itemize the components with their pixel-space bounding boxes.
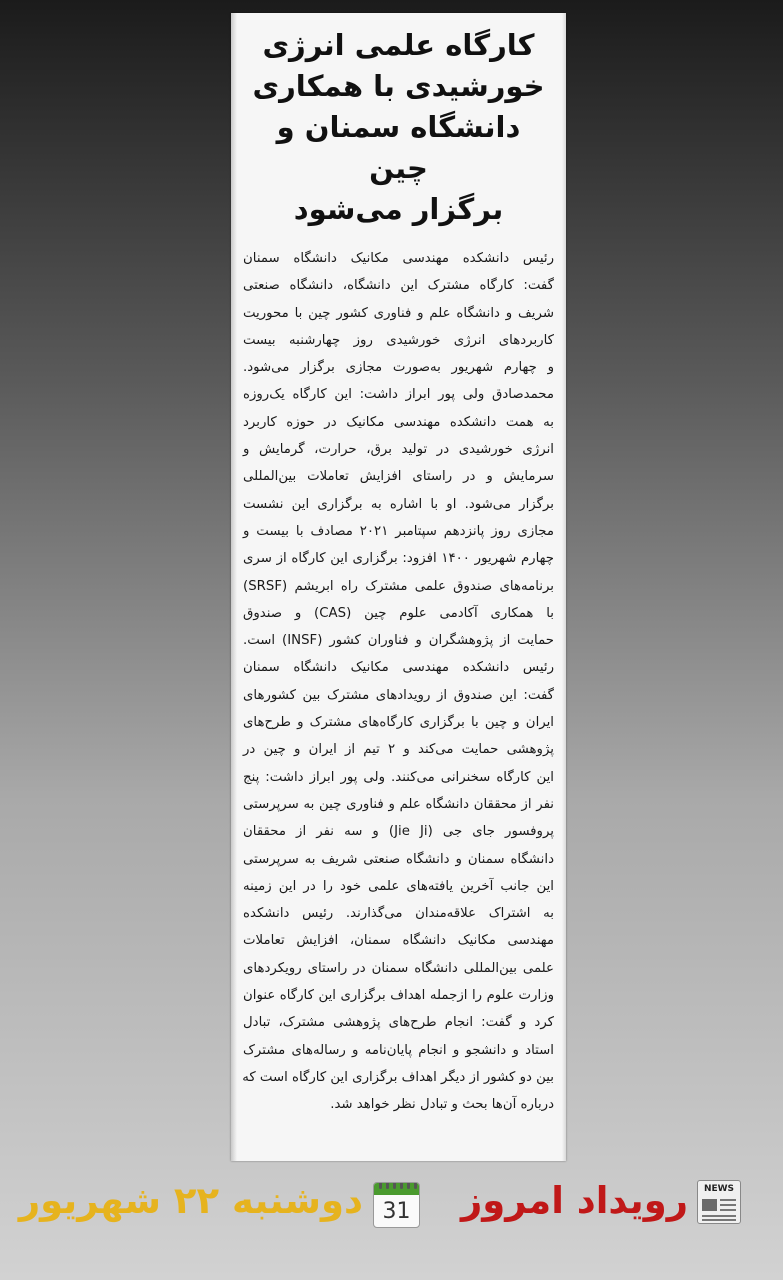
headline-line: دانشگاه سمنان و چین	[276, 110, 521, 185]
body-line: مجازی روز پانزدهم سپتامبر ۲۰۲۱ مصادف با بیست و	[243, 523, 554, 539]
body-line: حمایت از پژوهشگران و فناوران کشور (INSF) است.	[243, 633, 554, 649]
body-line: ایران و چین با برگزاری کارگاه‌های مشترک و طرح‌های	[243, 715, 554, 731]
body-line: علمی بین‌المللی دانشگاه سمنان در راستای رویکردهای	[243, 960, 554, 976]
body-line: به اشتراک علاقه‌مندان می‌گذارند. رئیس دانشکده	[243, 906, 554, 922]
article-headline	[243, 25, 554, 230]
body-line: شریف و دانشگاه علم و فناوری کشور چین با محوریت	[243, 305, 554, 321]
body-line: برگزار می‌شود. او با اشاره به برگزاری این نشست	[243, 496, 554, 512]
body-line: نفر از محققان دانشگاه علم و فناوری چین به سرپرستی	[243, 796, 554, 812]
body-line: چهارم شهریور ۱۴۰۰ افزود: برگزاری این کارگاه از سری	[243, 551, 555, 567]
newspaper-clipping	[231, 13, 566, 1161]
body-line: این کارگاه سخنرانی می‌کنند. ولی پور ابراز داشت: پنج	[243, 769, 554, 785]
headline-line: برگزار می‌شود	[293, 192, 504, 226]
body-line: رئیس دانشکده مهندسی مکانیک دانشگاه سمنان	[243, 251, 554, 266]
footer-banner	[0, 1172, 783, 1242]
body-line: درباره آن‌ها بحث و تبادل نظر خواهد شد.	[330, 1097, 554, 1113]
body-line: وزارت علوم را ازجمله اهداف برگزاری این کارگاه عنوان	[243, 988, 554, 1004]
body-line: بین دو کشور از دیگر اهداف برگزاری این کارگاه است که	[242, 1069, 554, 1085]
body-line: استاد و دانشجو و انجام پایان‌نامه و رساله‌های مشترک	[243, 1042, 554, 1058]
body-line: این جانب آخرین یافته‌های علمی خود را در این زمینه	[243, 878, 554, 894]
newspaper-icon	[697, 1180, 741, 1224]
news-icon-label: NEWS	[703, 1184, 735, 1194]
clipping-edge-shadow-right	[562, 13, 566, 1161]
article-body	[243, 245, 554, 1119]
event-today-label: رویداد امروز	[460, 1179, 688, 1222]
body-line: دانشگاه سمنان و دانشگاه صنعتی شریف به سرپرستی	[243, 851, 554, 867]
body-line: انرژی خورشیدی در تولید برق، حرارت، گرمایش و	[243, 442, 554, 458]
headline-line: خورشیدی با همکاری	[252, 69, 545, 103]
body-line: پژوهشی حمایت می‌کند و ۲ تیم از ایران و چین در	[243, 742, 554, 758]
body-line: و چهارم شهریور به‌صورت مجازی برگزار می‌شود.	[243, 360, 554, 376]
calendar-icon	[373, 1182, 420, 1228]
body-line: گفت: این صندوق از رویدادهای مشترک بین کشورهای	[243, 687, 554, 703]
body-line: به همت دانشکده مهندسی مکانیک در حوزه کاربرد	[243, 414, 554, 430]
body-line: کاربردهای انرژی خورشیدی روز چهارشنبه بیست	[243, 332, 554, 348]
headline-line: کارگاه علمی انرژی	[262, 28, 535, 62]
body-line: محمدصادق ولی پور ابراز داشت: این کارگاه یک‌روزه	[243, 387, 554, 403]
body-line: رئیس دانشکده مهندسی مکانیک دانشگاه سمنان	[243, 660, 554, 676]
body-line: کرد و گفت: انجام طرح‌های پژوهشی مشترک، تبادل	[243, 1015, 554, 1031]
body-line: پروفسور جای جی (Jie Ji) و سه نفر از محققان	[243, 824, 554, 840]
calendar-day-number: 31	[382, 1199, 411, 1224]
clipping-edge-shadow	[231, 13, 237, 1161]
body-line: سرمایش و در راستای افزایش تعاملات بین‌المللی	[243, 469, 554, 485]
body-line: مهندسی مکانیک دانشگاه سمنان، افزایش تعاملات	[243, 933, 554, 949]
body-line: با همکاری آکادمی علوم چین (CAS) و صندوق	[243, 605, 554, 621]
body-line: برنامه‌های صندوق علمی مشترک راه ابریشم (SRSF)	[243, 578, 554, 594]
body-line: گفت: کارگاه مشترک این دانشگاه، دانشگاه صنعتی	[243, 278, 554, 294]
date-label: دوشنبه ۲۲ شهریور	[18, 1179, 363, 1222]
